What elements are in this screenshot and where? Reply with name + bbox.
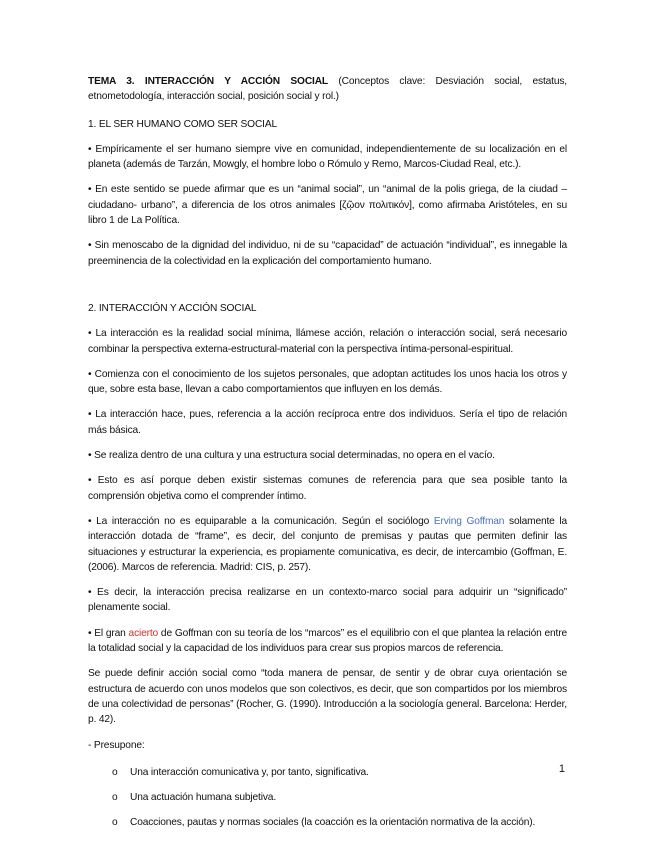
goffman-text-after: solamente la interacción dotada de “frame”, es decir, del conjunto de premisas y pautas que permiten definir las situaciones y estructurar la experiencia, es propiamente comunicativa, es decir, de intercambio (Goffman, E. (2006). Marcos de referencia. Madrid: CIS, p. 257). bbox=[88, 515, 567, 573]
section-1-paragraph: • En este sentido se puede afirmar que es un “animal social”, un “animal de la polis griega, de la ciudad –ciudadano- urbano”, a diferencia de los otros animales [ζῷον πολιτικόν], como afirmaba Aristóteles, en su libro 1 de La Política. bbox=[88, 184, 567, 227]
list-item bbox=[88, 790, 567, 805]
section-2-heading: 2. INTERACCIÓN Y ACCIÓN SOCIAL bbox=[88, 302, 257, 314]
goffman-text-before: • La interacción no es equiparable a la comunicación. Según el sociólogo bbox=[88, 515, 434, 527]
acierto-text-after: de Goffman con su teoría de los “marcos” es el equilibrio con el que plantea la relación entre la totalidad social y la capacidad de los individuos para crear sus propios marcos de referencia. bbox=[88, 627, 567, 655]
acierto-text-before: • El gran bbox=[88, 627, 129, 639]
social-action-definition: Se puede definir acción social como “toda manera de pensar, de sentir y de obrar cuya orientación se estructura de acuerdo con unos modelos que son colectivos, es decir, que son compartidos por los miembros de una colectividad de personas” (Rocher, G. (1990). Introducción a la sociología general. Barcelona: Herder, p. 42). bbox=[88, 668, 567, 726]
circle-bullet-icon: o bbox=[112, 817, 118, 829]
context-paragraph: • Es decir, la interacción precisa realizarse en un contexto-marco social para adquirir un “significado” plenamente social. bbox=[88, 587, 567, 614]
title-bold: TEMA 3. INTERACCIÓN Y ACCIÓN SOCIAL bbox=[88, 76, 328, 87]
section-2-paragraph: • Esto es así porque deben existir sistemas comunes de referencia para que sea posible tanto la comprensión objetiva como el comprender íntimo. bbox=[88, 475, 567, 502]
circle-bullet-icon: o bbox=[112, 766, 118, 778]
list-item-text: Una interacción comunicativa y, por tanto, significativa. bbox=[130, 766, 369, 778]
section-spacer bbox=[88, 279, 567, 301]
circle-bullet-icon: o bbox=[112, 792, 118, 804]
presupone-label: - Presupone: bbox=[88, 739, 145, 751]
section-1-paragraph: • Empíricamente el ser humano siempre vive en comunidad, independientemente de su localización en el planeta (además de Tarzán, Mowgly, el hombre lobo o Rómulo y Remo, Marcos-Ciudad Real, etc.). bbox=[88, 143, 567, 171]
section-2-paragraph: • Se realiza dentro de una cultura y una estructura social determinadas, no opera en el vacío. bbox=[88, 450, 495, 462]
presupone-list bbox=[88, 765, 567, 831]
section-1-heading: 1. EL SER HUMANO COMO SER SOCIAL bbox=[88, 118, 277, 130]
page-number: 1 bbox=[558, 763, 565, 775]
list-item bbox=[88, 815, 567, 830]
list-item bbox=[88, 765, 567, 780]
section-2-paragraph: • La interacción hace, pues, referencia a la acción recíproca entre dos individuos. Sería el tipo de relación más básica. bbox=[88, 409, 567, 436]
document-title bbox=[88, 74, 567, 105]
list-item-text: Coacciones, pautas y normas sociales (la coacción es la orientación normativa de la acción). bbox=[130, 817, 536, 829]
section-2-paragraph: • Comienza con el conocimiento de los sujetos personales, que adoptan actitudes los unos hacia los otros y que, sobre esta base, llevan a cabo comportamientos que influyen en los demás. bbox=[88, 368, 567, 396]
acierto-highlight: acierto bbox=[128, 627, 159, 639]
title-key-concepts: (Conceptos clave: Desviación social, estatus, etnometodología, interacción social, posición social y rol.) bbox=[88, 76, 567, 103]
erving-goffman-link[interactable]: Erving Goffman bbox=[433, 515, 505, 527]
goffman-paragraph bbox=[88, 514, 567, 575]
list-item-text: Una actuación humana subjetiva. bbox=[130, 792, 276, 804]
section-2-paragraph: • La interacción es la realidad social mínima, llámese acción, relación o interacción social, será necesario combinar la perspectiva externa-estructural-material con la perspectiva íntima-personal-espiritual. bbox=[88, 328, 567, 355]
acierto-paragraph bbox=[88, 626, 567, 657]
section-1-paragraph: • Sin menoscabo de la dignidad del individuo, ni de su “capacidad” de actuación “individual”, es innegable la preeminencia de la colectividad en la explicación del comportamiento humano. bbox=[88, 240, 567, 267]
